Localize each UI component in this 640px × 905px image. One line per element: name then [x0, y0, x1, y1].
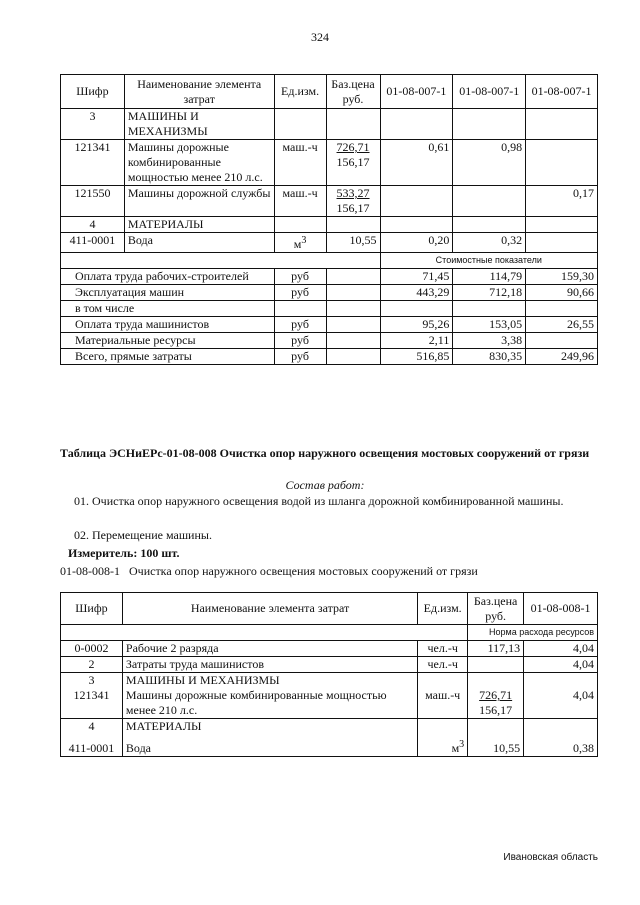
row-value-3: 0,17 — [526, 186, 598, 217]
row-value-3 — [526, 233, 598, 253]
cost-header-row — [61, 253, 598, 269]
summary-value-1: 95,26 — [380, 317, 453, 333]
section-title: МАШИНЫ И МЕХАНИЗМЫ — [124, 109, 274, 140]
price-wage: 156,17 — [479, 703, 513, 717]
row-code: 2 — [61, 657, 123, 673]
summary-value-2: 712,18 — [453, 285, 526, 301]
summary-unit: руб — [274, 317, 326, 333]
summary-value-3 — [526, 333, 598, 349]
row-value: 0,38 — [524, 734, 598, 756]
col-header-code: Шифр — [61, 593, 123, 625]
col-header-name: Наименование элемента затрат — [124, 75, 274, 109]
norm-header: Норма расхода ресурсов — [468, 625, 598, 641]
row-value-1: 0,20 — [380, 233, 453, 253]
row-value: 4,04 — [524, 688, 598, 719]
section-title: Таблица ЭСНиЕРс-01-08-008 Очистка опор наружного освещения мостовых сооружений от грязи — [60, 446, 590, 460]
table-header-row — [61, 75, 598, 109]
table-row — [61, 734, 598, 756]
col-header-norm-2: 01-08-007-1 — [453, 75, 526, 109]
row-unit: маш.-ч — [418, 688, 468, 719]
row-value-1 — [380, 186, 453, 217]
col-header-unit: Ед.изм. — [274, 75, 326, 109]
summary-value-3: 159,30 — [526, 269, 598, 285]
row-unit: маш.-ч — [274, 140, 326, 186]
section-number: 3 — [61, 109, 125, 140]
summary-value-1: 516,85 — [380, 349, 453, 365]
row-price — [326, 140, 380, 186]
section-number: 4 — [61, 217, 125, 233]
row-unit: маш.-ч — [274, 186, 326, 217]
work-item: 02. Перемещение машины. — [74, 528, 212, 542]
row-code: 411-0001 — [61, 734, 123, 756]
table-row — [61, 233, 598, 253]
row-name: Машины дорожные комбинированные мощностью менее 210 л.с. — [122, 688, 417, 719]
row-value-1: 0,61 — [380, 140, 453, 186]
col-header-name: Наименование элемента затрат — [122, 593, 417, 625]
section-row-materials — [61, 719, 598, 735]
price-base: 533,27 — [336, 186, 370, 200]
row-code: 121341 — [61, 688, 123, 719]
row-code: 0-0002 — [61, 641, 123, 657]
section-number: 3 — [61, 673, 123, 689]
price-wage: 156,17 — [336, 201, 370, 215]
summary-value-1: 443,29 — [380, 285, 453, 301]
cost-header: Стоимостные показатели — [380, 253, 597, 269]
row-name: Вода — [124, 233, 274, 253]
summary-row — [61, 317, 598, 333]
summary-value-3: 249,96 — [526, 349, 598, 365]
section-number: 4 — [61, 719, 123, 735]
table-row — [61, 186, 598, 217]
resource-table-01-08-007 — [60, 74, 598, 365]
col-header-norm: 01-08-008-1 — [524, 593, 598, 625]
summary-name: Оплата труда машинистов — [61, 317, 275, 333]
norm-header-row — [61, 625, 598, 641]
row-price: 10,55 — [468, 734, 524, 756]
row-code: 121550 — [61, 186, 125, 217]
item-line: 01-08-008-1 Очистка опор наружного освещения мостовых сооружений от грязи — [60, 564, 478, 578]
row-price — [326, 186, 380, 217]
meter-label: Измеритель: 100 шт. — [68, 546, 180, 560]
summary-value-1: 71,45 — [380, 269, 453, 285]
row-name: Машины дорожные комбинированные мощностью менее 210 л.с. — [124, 140, 274, 186]
summary-name: Эксплуатация машин — [61, 285, 275, 301]
section-row-machines — [61, 673, 598, 689]
footer-region: Ивановская область — [503, 852, 598, 863]
summary-unit: руб — [274, 285, 326, 301]
summary-value-3: 90,66 — [526, 285, 598, 301]
summary-value-2: 830,35 — [453, 349, 526, 365]
col-header-price: Баз.цена руб. — [468, 593, 524, 625]
composition-title: Состав работ: — [285, 478, 365, 492]
summary-name: Материальные ресурсы — [61, 333, 275, 349]
row-unit: $м^3$ — [274, 233, 326, 253]
summary-row — [61, 285, 598, 301]
col-header-norm-3: 01-08-007-1 — [526, 75, 598, 109]
price-base: 726,71 — [336, 140, 370, 154]
resource-table-01-08-008 — [60, 592, 598, 757]
row-price: 10,55 — [326, 233, 380, 253]
section-row-machines — [61, 109, 598, 140]
summary-row — [61, 269, 598, 285]
summary-unit: руб — [274, 269, 326, 285]
summary-unit: руб — [274, 333, 326, 349]
summary-row — [61, 333, 598, 349]
row-unit: $м^3$ — [418, 734, 468, 756]
work-item: 01. Очистка опор наружного освещения водой из шланга дорожной комбинированной машины. — [74, 494, 564, 508]
summary-name: в том числе — [61, 301, 275, 317]
table-header-row — [61, 593, 598, 625]
page-number: 324 — [311, 30, 329, 44]
summary-value-3: 26,55 — [526, 317, 598, 333]
row-value-2: 0,32 — [453, 233, 526, 253]
summary-value-1: 2,11 — [380, 333, 453, 349]
col-header-code: Шифр — [61, 75, 125, 109]
summary-value-2: 153,05 — [453, 317, 526, 333]
table-row — [61, 140, 598, 186]
row-name: Рабочие 2 разряда — [122, 641, 417, 657]
table-row — [61, 657, 598, 673]
col-header-price: Баз.цена руб. — [326, 75, 380, 109]
table-row — [61, 641, 598, 657]
row-name: Машины дорожной службы — [124, 186, 274, 217]
row-price — [468, 688, 524, 719]
section-title: МАТЕРИАЛЫ — [124, 217, 274, 233]
summary-value-2: 3,38 — [453, 333, 526, 349]
summary-name: Оплата труда рабочих-строителей — [61, 269, 275, 285]
col-header-unit: Ед.изм. — [418, 593, 468, 625]
summary-name: Всего, прямые затраты — [61, 349, 275, 365]
summary-value-2: 114,79 — [453, 269, 526, 285]
row-value: 4,04 — [524, 657, 598, 673]
col-header-norm-1: 01-08-007-1 — [380, 75, 453, 109]
row-value: 4,04 — [524, 641, 598, 657]
summary-unit: руб — [274, 349, 326, 365]
row-unit: чел.-ч — [418, 657, 468, 673]
table-row — [61, 688, 598, 719]
row-code: 121341 — [61, 140, 125, 186]
row-code: 411-0001 — [61, 233, 125, 253]
price-wage: 156,17 — [336, 155, 370, 169]
price-base: 726,71 — [479, 688, 513, 702]
row-value-2: 0,98 — [453, 140, 526, 186]
row-name: Затраты труда машинистов — [122, 657, 417, 673]
summary-row — [61, 301, 598, 317]
row-value-3 — [526, 140, 598, 186]
section-row-materials — [61, 217, 598, 233]
section-title: МАШИНЫ И МЕХАНИЗМЫ — [122, 673, 417, 689]
row-unit: чел.-ч — [418, 641, 468, 657]
row-price — [468, 657, 524, 673]
row-value-2 — [453, 186, 526, 217]
section-title: МАТЕРИАЛЫ — [122, 719, 417, 735]
row-price: 117,13 — [468, 641, 524, 657]
row-name: Вода — [122, 734, 417, 756]
summary-row-total — [61, 349, 598, 365]
